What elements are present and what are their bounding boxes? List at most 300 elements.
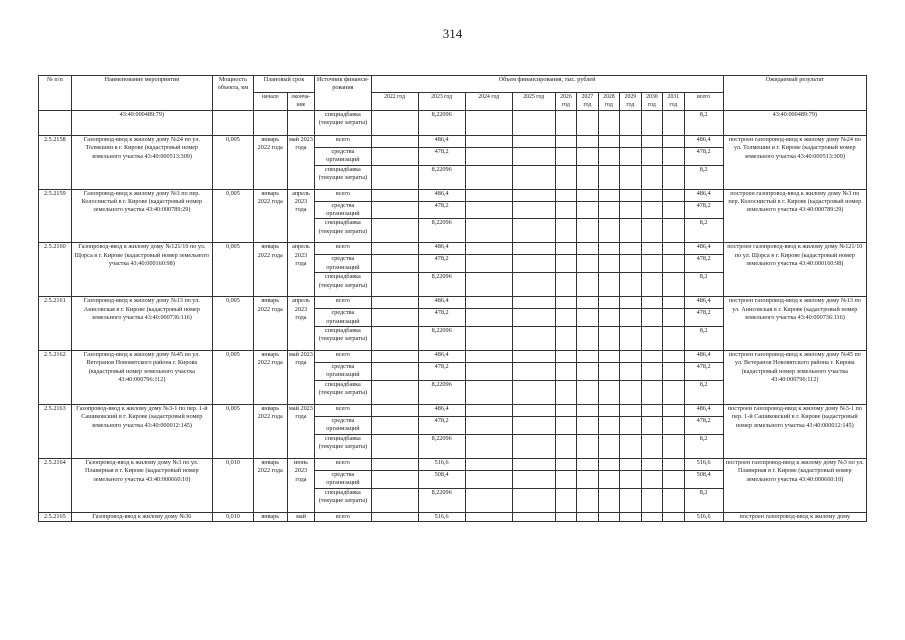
row-start: январь 2022 года <box>253 404 287 458</box>
page-number: 314 <box>442 26 463 41</box>
row-start: январь 2022 года <box>253 351 287 405</box>
row-total: 486,4 <box>684 297 723 309</box>
row-capacity: 0,010 <box>212 512 253 521</box>
row-year-empty <box>620 434 641 458</box>
row-end: апрель 2023 года <box>287 297 315 351</box>
row-capacity: 0,010 <box>212 458 253 512</box>
row-year-empty <box>512 416 555 434</box>
row-year-2022 <box>371 404 418 416</box>
table-row <box>39 297 867 309</box>
row-year-empty <box>512 189 555 201</box>
row-total: 478,2 <box>684 309 723 327</box>
row-year-empty <box>663 309 684 327</box>
table-row <box>39 135 867 147</box>
row-year-empty <box>512 243 555 255</box>
row-capacity: 0,005 <box>212 135 253 189</box>
row-year-empty <box>577 201 598 219</box>
row-number: 2.5.2160 <box>39 243 72 297</box>
row-year-empty <box>663 363 684 381</box>
row-year-empty <box>620 165 641 189</box>
row-source: спецнадбавка (текущие затраты) <box>315 434 371 458</box>
row-year-empty <box>465 297 512 309</box>
fragment-2023: 8,22096 <box>418 110 465 135</box>
row-year-empty <box>641 327 662 351</box>
row-year-empty <box>598 189 619 201</box>
row-year-empty <box>512 219 555 243</box>
row-year-empty <box>663 243 684 255</box>
header-end: оконча-ние <box>287 93 315 111</box>
row-source: средства организаций <box>315 309 371 327</box>
row-year-empty <box>577 297 598 309</box>
row-year-empty <box>620 458 641 470</box>
row-year-empty <box>620 201 641 219</box>
row-year-2022 <box>371 327 418 351</box>
header-year: 2030 год <box>641 93 662 111</box>
row-result: построен газопровод-ввод к жилому дому №121/10 по ул. Щорса в г. Кирове (кадастровый номер земельного участка 43:40:000160:98) <box>723 243 866 297</box>
row-year-empty <box>465 351 512 363</box>
row-result: построен газопровод-ввод к жилому дому №45 по ул. Ветеранов Нововятского района г. Кирова (кадастровый номер земельного участка 43:40:000796:112) <box>723 351 866 405</box>
row-year-empty <box>641 458 662 470</box>
header-source: Источник финанси-рования <box>315 76 371 111</box>
row-year-empty <box>641 488 662 512</box>
row-total: 478,2 <box>684 416 723 434</box>
row-year-empty <box>598 363 619 381</box>
row-year-empty <box>512 434 555 458</box>
row-year-empty <box>465 488 512 512</box>
row-source: спецнадбавка (текущие затраты) <box>315 327 371 351</box>
row-year-empty <box>512 273 555 297</box>
row-year-empty <box>465 135 512 147</box>
row-total: 478,2 <box>684 201 723 219</box>
row-result: построен газопровод-ввод к жилому дому №13 по ул. Анисовская в г. Кирове (кадастровый номер земельного участка 43:40:000736:116) <box>723 297 866 351</box>
row-year-empty <box>663 327 684 351</box>
row-start: январь 2022 года <box>253 243 287 297</box>
row-year-empty <box>465 201 512 219</box>
row-year-empty <box>465 363 512 381</box>
row-year-empty <box>620 297 641 309</box>
row-year-2022 <box>371 434 418 458</box>
row-year-empty <box>465 309 512 327</box>
row-year-2023: 8,22096 <box>418 488 465 512</box>
row-year-empty <box>512 363 555 381</box>
fragment-total: 8,2 <box>684 110 723 135</box>
row-total: 516,6 <box>684 458 723 470</box>
header-year: 2022 год <box>371 93 418 111</box>
row-total: 478,2 <box>684 363 723 381</box>
row-year-empty <box>663 404 684 416</box>
row-year-empty <box>465 404 512 416</box>
row-name: Газопровод-ввод к жилому дому №3-1 по пер. 1-й Сашиковский в г. Кирове (кадастровый номер земельного участка 43:40:000012:145) <box>71 404 212 458</box>
row-year-empty <box>512 297 555 309</box>
row-capacity: 0,005 <box>212 404 253 458</box>
row-year-empty <box>663 219 684 243</box>
row-year-empty <box>465 243 512 255</box>
row-year-empty <box>620 189 641 201</box>
row-year-empty <box>663 273 684 297</box>
row-year-empty <box>598 243 619 255</box>
table-row <box>39 458 867 470</box>
row-year-empty <box>641 470 662 488</box>
row-end: май 2023 года <box>287 351 315 405</box>
row-year-empty <box>555 243 576 255</box>
row-year-empty <box>577 512 598 521</box>
row-end: май 2023 года <box>287 404 315 458</box>
row-year-empty <box>598 135 619 147</box>
row-year-empty <box>555 416 576 434</box>
row-year-2022 <box>371 470 418 488</box>
row-year-empty <box>512 135 555 147</box>
row-name: Газопровод-ввод к жилому дому №3 по ул. Плавирная в г. Кирове (кадастровый номер земельного участка 43:40:000660:10) <box>71 458 212 512</box>
header-year: 2027 год <box>577 93 598 111</box>
row-year-empty <box>512 512 555 521</box>
row-year-empty <box>577 458 598 470</box>
row-number: 2.5.2161 <box>39 297 72 351</box>
row-year-2022 <box>371 273 418 297</box>
row-name: Газопровод-ввод к жилому дому №13 по ул. Анисовская в г. Кирове (кадастровый номер земельного участка 43:40:000736:116) <box>71 297 212 351</box>
row-year-2022 <box>371 135 418 147</box>
row-year-2023: 486,4 <box>418 189 465 201</box>
table-row <box>39 351 867 363</box>
row-year-empty <box>577 470 598 488</box>
row-year-empty <box>620 219 641 243</box>
financing-table <box>38 75 867 522</box>
row-name: Газопровод-ввод к жилому дому №3 по пер. Колоснистый в г. Кирове (кадастровый номер земельного участка 43:40:000789:29) <box>71 189 212 243</box>
row-result: построен газопровод-ввод к жилому дому №3 по ул. Плавирная в г. Кирове (кадастровый номер земельного участка 43:40:000660:10) <box>723 458 866 512</box>
row-total: 516,6 <box>684 512 723 521</box>
row-year-empty <box>577 309 598 327</box>
row-year-2023: 8,22096 <box>418 219 465 243</box>
row-year-empty <box>663 189 684 201</box>
row-year-2023: 478,2 <box>418 147 465 165</box>
row-year-empty <box>577 380 598 404</box>
row-end: май 2023 года <box>287 135 315 189</box>
header-year: 2025 год <box>512 93 555 111</box>
row-year-empty <box>641 404 662 416</box>
row-year-empty <box>620 404 641 416</box>
row-year-empty <box>465 273 512 297</box>
row-source: всего <box>315 297 371 309</box>
row-year-empty <box>577 404 598 416</box>
row-total: 8,2 <box>684 165 723 189</box>
row-year-2022 <box>371 147 418 165</box>
row-year-2022 <box>371 488 418 512</box>
fragment-result: 43:40:000489:79) <box>723 110 866 135</box>
row-total: 8,2 <box>684 327 723 351</box>
row-year-empty <box>465 470 512 488</box>
row-year-empty <box>555 351 576 363</box>
row-source: средства организаций <box>315 363 371 381</box>
row-year-empty <box>577 273 598 297</box>
row-year-empty <box>620 135 641 147</box>
row-year-empty <box>555 309 576 327</box>
row-year-2022 <box>371 380 418 404</box>
row-name: Газопровод-ввод к жилому дому №121/10 по ул. Щорса в г. Кирове (кадастровый номер земельного участка 43:40:000160:98) <box>71 243 212 297</box>
row-end: апрель 2023 года <box>287 243 315 297</box>
row-year-empty <box>598 488 619 512</box>
row-number: 2.5.2162 <box>39 351 72 405</box>
row-year-empty <box>598 380 619 404</box>
row-year-empty <box>465 380 512 404</box>
row-year-2022 <box>371 255 418 273</box>
row-year-empty <box>641 255 662 273</box>
row-year-empty <box>555 147 576 165</box>
row-number: 2.5.2163 <box>39 404 72 458</box>
row-year-2023: 486,4 <box>418 135 465 147</box>
row-year-empty <box>555 297 576 309</box>
row-total: 478,2 <box>684 255 723 273</box>
row-result: построен газопровод-ввод к жилому дому №3-1 по пер. 1-й Сашиковский в г. Кирове (кадастровый номер земельного участка 43:40:000012:145) <box>723 404 866 458</box>
row-year-empty <box>465 255 512 273</box>
row-year-empty <box>577 189 598 201</box>
row-total: 8,2 <box>684 273 723 297</box>
row-year-empty <box>512 309 555 327</box>
row-year-empty <box>577 219 598 243</box>
row-year-2022 <box>371 416 418 434</box>
row-year-empty <box>555 273 576 297</box>
row-year-empty <box>512 458 555 470</box>
row-year-empty <box>620 255 641 273</box>
row-year-empty <box>641 135 662 147</box>
row-end: май <box>287 512 315 521</box>
row-year-empty <box>577 165 598 189</box>
row-year-empty <box>663 255 684 273</box>
row-year-empty <box>641 434 662 458</box>
row-total: 486,4 <box>684 404 723 416</box>
row-year-empty <box>598 351 619 363</box>
table-row <box>39 189 867 201</box>
row-year-empty <box>598 470 619 488</box>
row-year-empty <box>641 351 662 363</box>
row-year-empty <box>577 255 598 273</box>
row-year-empty <box>555 458 576 470</box>
row-year-empty <box>555 135 576 147</box>
row-year-empty <box>641 309 662 327</box>
row-source: всего <box>315 243 371 255</box>
row-year-empty <box>512 201 555 219</box>
table-row <box>39 404 867 416</box>
row-name: Газопровод-ввод к жилому дому №36 <box>71 512 212 521</box>
row-year-empty <box>555 470 576 488</box>
row-year-2023: 486,4 <box>418 351 465 363</box>
row-source: спецнадбавка (текущие затраты) <box>315 165 371 189</box>
row-year-empty <box>465 416 512 434</box>
row-year-empty <box>577 488 598 512</box>
row-end: июнь 2023 года <box>287 458 315 512</box>
row-year-empty <box>663 147 684 165</box>
row-total: 8,2 <box>684 434 723 458</box>
row-source: спецнадбавка (текущие затраты) <box>315 380 371 404</box>
row-result: построен газопровод-ввод к жилому дому №24 по ул. Толмешин в г. Кирове (кадастровый номер земельного участка 43:40:000513:309) <box>723 135 866 189</box>
row-year-empty <box>512 255 555 273</box>
row-year-empty <box>577 243 598 255</box>
row-year-empty <box>620 380 641 404</box>
row-year-2022 <box>371 363 418 381</box>
row-year-empty <box>555 434 576 458</box>
row-year-empty <box>598 327 619 351</box>
row-total: 8,2 <box>684 488 723 512</box>
row-source: всего <box>315 512 371 521</box>
row-year-2022 <box>371 189 418 201</box>
row-year-empty <box>663 201 684 219</box>
row-year-empty <box>620 273 641 297</box>
row-number: 2.5.2165 <box>39 512 72 521</box>
row-year-2022 <box>371 201 418 219</box>
row-year-empty <box>555 219 576 243</box>
row-year-2023: 486,4 <box>418 404 465 416</box>
row-capacity: 0,005 <box>212 297 253 351</box>
row-year-empty <box>512 380 555 404</box>
row-year-2022 <box>371 351 418 363</box>
row-start: январь <box>253 512 287 521</box>
row-year-empty <box>598 434 619 458</box>
row-year-empty <box>577 416 598 434</box>
row-year-empty <box>641 219 662 243</box>
row-year-empty <box>641 273 662 297</box>
header-start: начало <box>253 93 287 111</box>
header-year: 2031 год <box>663 93 684 111</box>
row-year-empty <box>598 219 619 243</box>
row-year-2022 <box>371 297 418 309</box>
row-year-empty <box>663 165 684 189</box>
row-capacity: 0,005 <box>212 189 253 243</box>
row-source: спецнадбавка (текущие затраты) <box>315 219 371 243</box>
row-year-2023: 8,22096 <box>418 327 465 351</box>
row-year-2022 <box>371 458 418 470</box>
row-year-empty <box>465 219 512 243</box>
row-name: Газопровод-ввод к жилому дому №24 по ул. Толмешин в г. Кирове (кадастровый номер земельного участка 43:40:000513:309) <box>71 135 212 189</box>
row-year-empty <box>577 363 598 381</box>
row-year-empty <box>620 512 641 521</box>
row-year-empty <box>465 147 512 165</box>
row-year-2023: 478,2 <box>418 255 465 273</box>
row-year-empty <box>465 189 512 201</box>
row-year-empty <box>663 434 684 458</box>
row-year-empty <box>598 201 619 219</box>
row-source: всего <box>315 458 371 470</box>
row-year-empty <box>641 165 662 189</box>
header-result: Ожидаемый результат <box>723 76 866 111</box>
row-year-2023: 486,4 <box>418 243 465 255</box>
header-planned-term: Плановый срок <box>253 76 314 93</box>
row-year-empty <box>555 189 576 201</box>
row-year-2023: 478,2 <box>418 363 465 381</box>
row-year-2023: 516,6 <box>418 512 465 521</box>
row-source: всего <box>315 404 371 416</box>
row-year-empty <box>465 165 512 189</box>
row-year-empty <box>641 147 662 165</box>
table-row <box>39 110 867 135</box>
row-year-2023: 8,22096 <box>418 434 465 458</box>
row-name: Газопровод-ввод к жилому дому №45 по ул. Ветеранов Нововятского района г. Кирова (кадастровый номер земельного участка 43:40:000796:112) <box>71 351 212 405</box>
row-year-empty <box>555 165 576 189</box>
header-year: 2029 год <box>620 93 641 111</box>
row-year-empty <box>620 351 641 363</box>
row-year-empty <box>512 404 555 416</box>
row-year-empty <box>465 327 512 351</box>
row-year-empty <box>663 512 684 521</box>
row-source: спецнадбавка (текущие затраты) <box>315 488 371 512</box>
row-year-empty <box>577 327 598 351</box>
row-year-empty <box>620 309 641 327</box>
header-no: № п/п <box>39 76 72 111</box>
row-year-2023: 478,2 <box>418 201 465 219</box>
row-year-empty <box>555 255 576 273</box>
header-total: всего <box>684 93 723 111</box>
row-year-empty <box>663 416 684 434</box>
row-year-empty <box>663 135 684 147</box>
row-year-empty <box>577 434 598 458</box>
row-year-empty <box>663 470 684 488</box>
row-year-empty <box>663 380 684 404</box>
row-number: 2.5.2164 <box>39 458 72 512</box>
row-total: 486,4 <box>684 189 723 201</box>
row-start: январь 2022 года <box>253 458 287 512</box>
row-year-2023: 8,22096 <box>418 273 465 297</box>
row-year-empty <box>598 416 619 434</box>
row-year-2022 <box>371 243 418 255</box>
row-year-empty <box>641 201 662 219</box>
row-result: построен газопровод-ввод к жилому дому №3 по пер. Колоснистый в г. Кирове (кадастровый номер земельного участка 43:40:000789:29) <box>723 189 866 243</box>
row-year-empty <box>577 351 598 363</box>
row-year-2022 <box>371 219 418 243</box>
row-year-empty <box>512 488 555 512</box>
row-year-empty <box>577 147 598 165</box>
row-total: 8,2 <box>684 219 723 243</box>
table-row <box>39 243 867 255</box>
row-year-empty <box>663 351 684 363</box>
row-year-empty <box>512 470 555 488</box>
row-year-empty <box>598 147 619 165</box>
row-year-empty <box>641 363 662 381</box>
row-year-2022 <box>371 165 418 189</box>
row-source: всего <box>315 351 371 363</box>
header-year: 2028 год <box>598 93 619 111</box>
row-year-empty <box>555 380 576 404</box>
header-year: 2024 год <box>465 93 512 111</box>
row-year-empty <box>598 458 619 470</box>
row-year-empty <box>512 147 555 165</box>
row-year-empty <box>598 165 619 189</box>
row-year-2023: 508,4 <box>418 470 465 488</box>
row-year-empty <box>641 189 662 201</box>
row-year-empty <box>598 512 619 521</box>
row-year-empty <box>465 458 512 470</box>
row-source: средства организаций <box>315 147 371 165</box>
row-year-empty <box>663 297 684 309</box>
row-year-empty <box>598 273 619 297</box>
row-year-empty <box>620 488 641 512</box>
row-start: январь 2022 года <box>253 135 287 189</box>
row-total: 486,4 <box>684 135 723 147</box>
fragment-source: спецнадбавка (текущие затраты) <box>315 110 371 135</box>
row-year-empty <box>641 380 662 404</box>
row-year-empty <box>465 512 512 521</box>
row-source: спецнадбавка (текущие затраты) <box>315 273 371 297</box>
row-year-empty <box>555 404 576 416</box>
row-source: средства организаций <box>315 416 371 434</box>
row-year-empty <box>620 363 641 381</box>
row-year-2023: 486,4 <box>418 297 465 309</box>
header-year: 2026 год <box>555 93 576 111</box>
row-year-empty <box>555 363 576 381</box>
table-row <box>39 512 867 521</box>
row-year-empty <box>555 201 576 219</box>
row-capacity: 0,005 <box>212 351 253 405</box>
row-year-empty <box>641 416 662 434</box>
row-year-2023: 8,22096 <box>418 165 465 189</box>
header-year: 2023 год <box>418 93 465 111</box>
row-year-2022 <box>371 512 418 521</box>
